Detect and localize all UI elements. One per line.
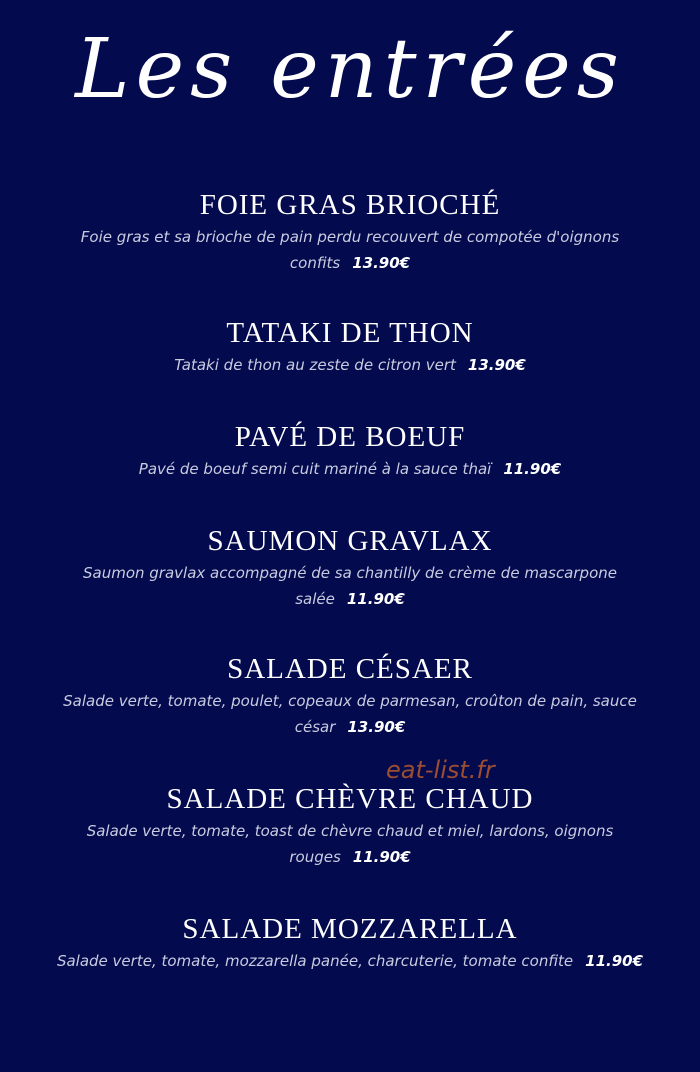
item-name: PAVÉ DE BOEUF <box>234 421 466 453</box>
item-description: Pavé de boeuf semi cuit mariné à la sauce thaï <box>138 460 492 478</box>
menu-item-tataki <box>40 316 660 378</box>
menu-item-mozzarella <box>40 912 660 974</box>
item-description-line <box>40 456 660 482</box>
item-name: SALADE CHÈVRE CHAUD <box>166 783 534 815</box>
item-name: TATAKI DE THON <box>226 317 474 349</box>
item-name: FOIE GRAS BRIOCHÉ <box>199 189 501 221</box>
item-name: SALADE MOZZARELLA <box>182 913 518 945</box>
item-price: 11.90€ <box>585 952 644 970</box>
item-price: 11.90€ <box>352 848 411 866</box>
item-description-line <box>40 688 660 740</box>
item-description-line <box>40 560 660 612</box>
menu-title: Les entrées <box>75 22 625 117</box>
item-description-line <box>40 224 660 276</box>
menu-item-chevre <box>40 782 660 870</box>
item-description: Tataki de thon au zeste de citron vert <box>174 356 456 374</box>
menu-item-cesar <box>40 652 660 740</box>
item-description-line <box>40 818 660 870</box>
item-name: SAUMON GRAVLAX <box>207 525 493 557</box>
item-price: 11.90€ <box>346 590 405 608</box>
item-description: Salade verte, tomate, mozzarella panée, charcuterie, tomate confite <box>56 952 574 970</box>
item-price: 13.90€ <box>352 254 411 272</box>
item-name: SALADE CÉSAER <box>227 653 473 685</box>
item-price: 13.90€ <box>467 356 526 374</box>
watermark: eat-list.fr <box>386 756 495 784</box>
item-description: Saumon gravlax accompagné de sa chantilly de crème de mascarpone salée <box>83 564 617 608</box>
item-description-line <box>40 948 660 974</box>
item-description: Foie gras et sa brioche de pain perdu recouvert de compotée d'oignons confits <box>80 228 620 272</box>
menu-item-pave <box>40 420 660 482</box>
item-description-line <box>40 352 660 378</box>
item-price: 11.90€ <box>503 460 562 478</box>
item-description: Salade verte, tomate, poulet, copeaux de parmesan, croûton de pain, sauce césar <box>63 692 637 736</box>
item-description: Salade verte, tomate, toast de chèvre chaud et miel, lardons, oignons rouges <box>86 822 614 866</box>
item-price: 13.90€ <box>347 718 406 736</box>
menu-item-foie-gras <box>40 188 660 276</box>
menu-item-saumon <box>40 524 660 612</box>
